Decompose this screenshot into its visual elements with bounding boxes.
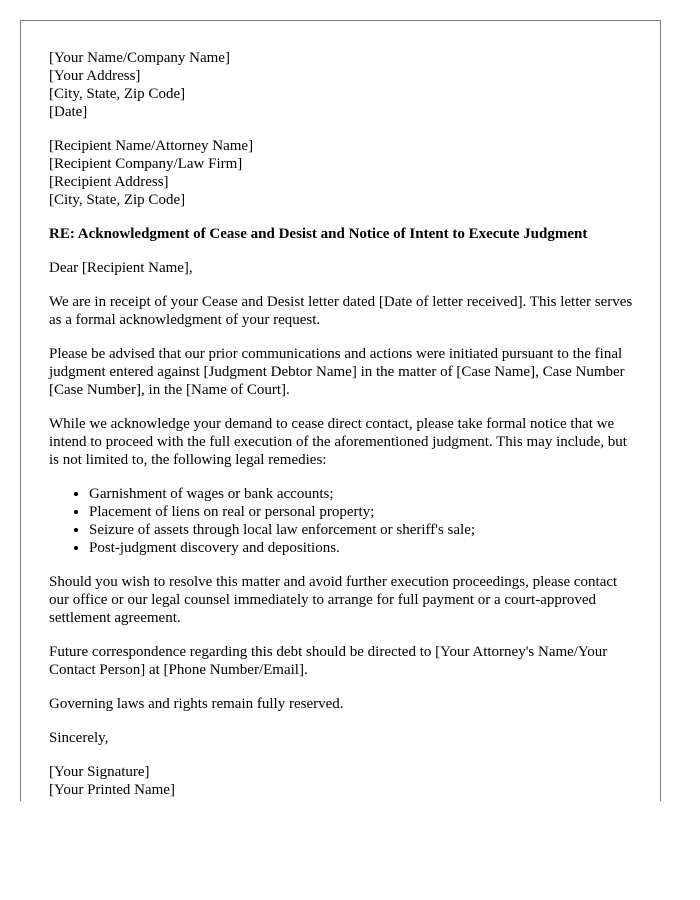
body-paragraph: Governing laws and rights remain fully reserved.: [49, 696, 344, 712]
recipient-city-state-zip: [City, State, Zip Code]: [49, 192, 186, 208]
signature-block: [49, 763, 636, 799]
body-paragraph: While we acknowledge your demand to cease direct contact, please take formal notice that we intend to proceed with the full execution of the aforementioned judgment. This may include, but is not limited to, the following legal remedies:: [49, 416, 627, 468]
recipient-address-block: [49, 137, 636, 209]
list-item: • Placement of liens on real or personal property;: [89, 503, 636, 521]
list-item: • Garnishment of wages or bank accounts;: [89, 485, 636, 503]
recipient-company: [Recipient Company/Law Firm]: [49, 156, 243, 172]
printed-name: [Your Printed Name]: [49, 782, 175, 798]
body-paragraph: Please be advised that our prior communications and actions were initiated pursuant to the final judgment entered against [Judgment Debtor Name] in the matter of [Case Name], Case Number [Case Number], in the [Name of Court].: [49, 346, 625, 398]
sender-address: [Your Address]: [49, 68, 141, 84]
sender-address-block: [49, 49, 636, 121]
list-item: • Post-judgment discovery and depositions.: [89, 539, 636, 557]
subject-line: RE: Acknowledgment of Cease and Desist and Notice of Intent to Execute Judgment: [49, 226, 588, 242]
recipient-name: [Recipient Name/Attorney Name]: [49, 138, 254, 154]
letter-page: [20, 20, 661, 801]
sender-name: [Your Name/Company Name]: [49, 50, 230, 66]
sign-off: Sincerely,: [49, 730, 109, 746]
salutation: Dear [Recipient Name],: [49, 260, 193, 276]
body-paragraph: We are in receipt of your Cease and Desist letter dated [Date of letter received]. This letter serves as a formal acknowledgment of your request.: [49, 294, 633, 328]
recipient-address: [Recipient Address]: [49, 174, 169, 190]
remedies-list: [49, 485, 636, 557]
body-paragraph: Future correspondence regarding this debt should be directed to [Your Attorney's Name/Your Contact Person] at [Phone Number/Email].: [49, 644, 608, 678]
signature-line: [Your Signature]: [49, 764, 150, 780]
list-item: • Seizure of assets through local law enforcement or sheriff's sale;: [89, 521, 636, 539]
body-paragraph: Should you wish to resolve this matter and avoid further execution proceedings, please contact our office or our legal counsel immediately to arrange for full payment or a court-approved settlement agreement.: [49, 574, 618, 626]
sender-city-state-zip: [City, State, Zip Code]: [49, 86, 186, 102]
letter-date: [Date]: [49, 104, 88, 120]
